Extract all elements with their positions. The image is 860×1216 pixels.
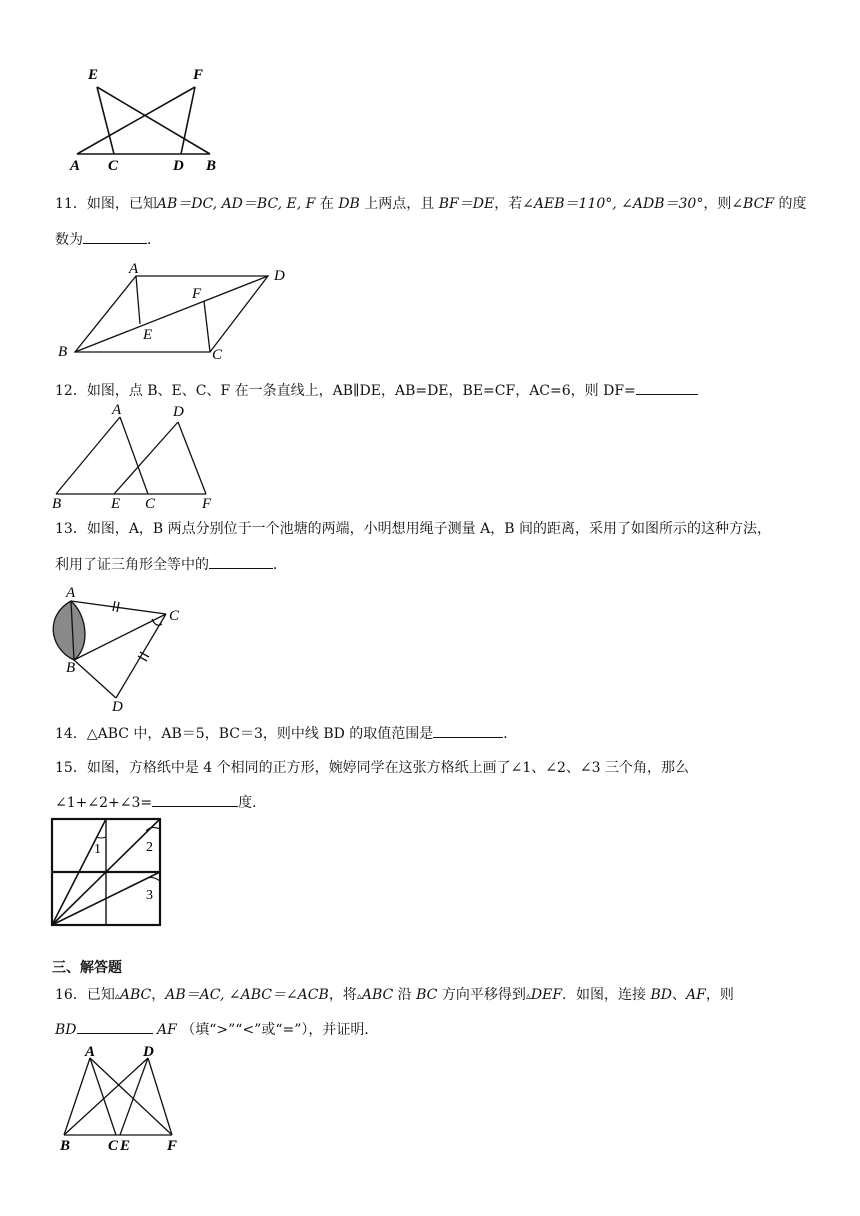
label-E: E [111,496,121,510]
label-A: A [66,585,76,601]
label-D: D [112,699,123,714]
q16-text: ，则 [705,987,734,1003]
triangle-icon: ▵ [525,991,531,1002]
q16-text: 方向平移得到 [437,987,526,1003]
q11-math: ∠AEB＝110°, ∠ADB＝30° [522,196,704,212]
label-C: C [108,1138,119,1154]
q16-text: 、 [672,987,687,1003]
q14-text: 14．△ABC 中，AB＝5，BC＝3，则中线 BD 的取值范围是 [55,726,434,742]
q12-text: 12．如图，点 B、E、C、F 在一条直线上，AB∥DE，AB=DE，BE=CF，AC=6，则 DF= [55,383,636,399]
q11-text: 的度 [774,196,807,212]
angle-3-label: 3 [146,888,153,903]
label-E: E [88,67,99,83]
q11-text: 在 [315,196,339,212]
q16-math: BD [55,1022,77,1038]
q16-text: 已知 [86,987,115,1003]
label-C: C [212,347,223,363]
q11-number: 11． [55,196,87,212]
label-D: D [274,268,285,284]
q16-number: 16． [55,987,87,1003]
q11-text: 如图，已知 [86,196,157,212]
label-B: B [52,496,62,510]
label-B: B [66,660,76,676]
figure-q12 [48,402,228,510]
label-A: A [112,402,122,418]
label-C: C [169,608,180,624]
label-E: E [120,1138,131,1154]
q11-text: ，则 [703,196,732,212]
q16-text: ．如图，连接 [562,987,651,1003]
label-B: B [206,158,217,174]
answer-blank[interactable] [209,554,273,569]
label-A: A [85,1045,96,1060]
q11-math: ∠BCF [731,196,775,212]
q15-text: ∠1+∠2+∠3= [55,795,153,811]
q16-math: AB＝AC, ∠ABC＝∠ACB [165,987,329,1003]
label-D: D [173,404,184,420]
q13-text: 利用了证三角形全等中的 [55,557,209,573]
q11-math: DB [338,196,360,212]
q16-math: AF [156,1022,177,1038]
label-F: F [193,67,204,83]
q13-line1 [55,519,771,539]
label-E: E [143,327,153,343]
figure-q16 [52,1045,192,1157]
q13-period: ． [273,557,287,573]
q16-math: AF [686,987,706,1003]
angle-1-label: 1 [94,842,101,857]
answer-blank[interactable] [152,792,238,807]
label-D: D [173,158,184,174]
angle-2-label: 2 [146,840,153,855]
triangle-icon: ▵ [114,991,120,1002]
q13-line2 [55,554,287,575]
label-B: B [60,1138,71,1154]
triangle-icon: ▵ [356,991,362,1002]
label-F: F [192,286,202,302]
q11-line2 [55,229,161,250]
q12-line [55,380,698,401]
q16-math: BC [416,987,438,1003]
q15-text: 15．如图，方格纸中是 4 个相同的正方形，婉婷同学在这张方格纸上画了∠1、∠2、∠3 三个角，那么 [55,760,689,776]
label-C: C [145,496,156,510]
q16-math: BD [650,987,673,1003]
figure-q10 [60,62,230,177]
q11-text: 上两点，且 [359,196,439,212]
q11-math: BF＝DE [438,196,495,212]
q14-period: ． [503,726,518,742]
q16-math: ABC [119,987,152,1003]
answer-blank[interactable] [83,229,147,244]
section-title: 三、解答题 [52,960,122,976]
q13-text: 13．如图，A，B 两点分别位于一个池塘的两端，小明想用绳子测量 A，B 间的距离，采用了如图所示的这种方法， [55,521,771,537]
figure-q13 [48,584,198,714]
q16-line2 [55,1019,378,1040]
q16-math: ABC [361,987,394,1003]
q11-math: AB＝DC, AD＝BC, E, F [156,196,316,212]
label-A: A [70,158,81,174]
q16-math: DEF [530,987,563,1003]
q11-period: ． [147,232,161,248]
q16-text: ，将 [328,987,357,1003]
q16-text: （填“>”“<”或“=”），并证明． [181,1022,379,1038]
answer-blank[interactable] [77,1019,153,1034]
q14-line [55,723,517,744]
q11-text: ，若 [494,196,523,212]
q15-unit: 度． [238,795,267,811]
label-D: D [143,1045,154,1060]
q16-text: ， [151,987,166,1003]
answer-blank[interactable] [433,723,503,738]
answer-blank[interactable] [636,380,698,395]
q15-line1 [55,758,689,778]
label-B: B [58,344,68,360]
q15-line2 [55,792,266,813]
q16-text: 沿 [393,987,417,1003]
label-A: A [129,261,139,277]
q11-text: 数为 [55,232,83,248]
figure-q11 [50,258,300,368]
label-F: F [202,496,212,510]
label-F: F [167,1138,178,1154]
label-C: C [108,158,119,174]
q16-line1 [55,985,734,1007]
figure-q15 [50,817,164,929]
q11-line1 [55,194,807,214]
